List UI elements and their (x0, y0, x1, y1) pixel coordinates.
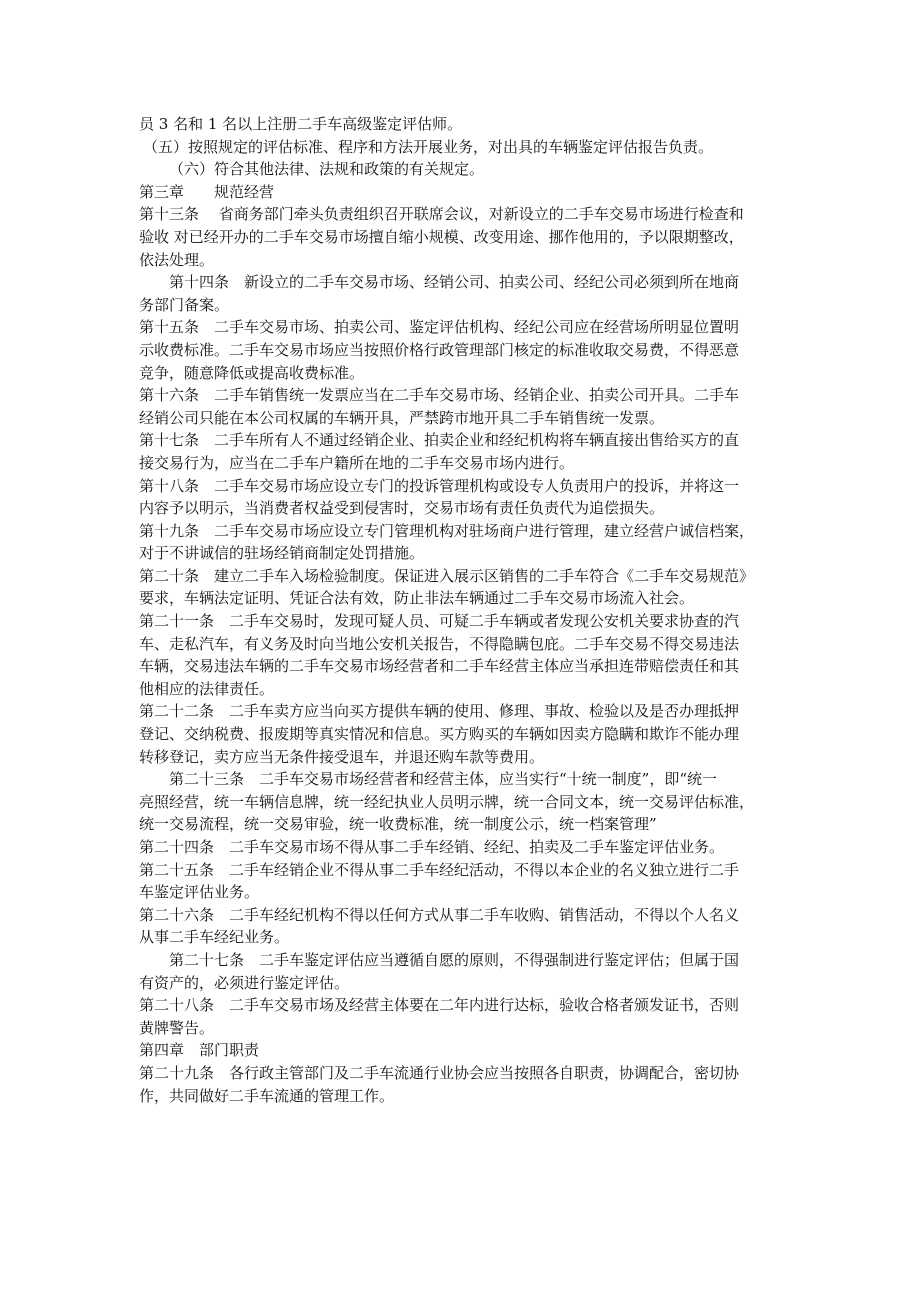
document-body-text (139, 113, 789, 1107)
text-line: 亮照经营，统一车辆信息牌，统一经纪执业人员明示牌，统一合同文本，统一交易评估标准， (139, 792, 755, 811)
text-line: 第三章 规范经营 (139, 182, 275, 201)
text-line: 统一交易流程，统一交易审验，统一收费标准，统一制度公示，统一档案管理” (139, 815, 657, 834)
text-line: 第十三条 省商务部门牵头负责组织召开联席会议，对新设立的二手车交易市场进行检查和 (139, 205, 744, 224)
text-line: 第十五条 二手车交易市场、拍卖公司、鉴定评估机构、经纪公司应在经营场所明显位置明 (139, 318, 740, 337)
text-line: （五）按照规定的评估标准、程序和方法开展业务，对出具的车辆鉴定评估报告负责。 (143, 137, 714, 156)
text-line: 第十七条 二手车所有人不通过经销企业、拍卖企业和经纪机构将车辆直接出售给买方的直 (139, 431, 740, 450)
text-line: 内容予以明示，当消费者权益受到侵害时，交易市场有责任负责代为追偿损失。 (139, 499, 665, 518)
text-line: 第十八条 二手车交易市场应设立专门的投诉管理机构或设专人负责用户的投诉，并将这一 (139, 476, 740, 495)
text-line: 竞争，随意降低或提高收费标准。 (139, 363, 365, 382)
text-line: 第二十三条 二手车交易市场经营者和经营主体，应当实行“十统一制度”，即“统一 (169, 770, 718, 789)
text-line: 车、走私汽车，有义务及时向当地公安机关报告，不得隐瞒包庇。二手车交易不得交易违法 (139, 634, 740, 653)
text-line: （六）符合其他法律、法规和政策的有关规定。 (169, 160, 485, 179)
text-line: 作，共同做好二手车流通的管理工作。 (139, 1086, 395, 1105)
text-line: 车辆，交易违法车辆的二手车交易市场经营者和二手车经营主体应当承担连带赔偿责任和其 (139, 657, 740, 676)
text-line: 车鉴定评估业务。 (139, 883, 260, 902)
text-line: 员 3 名和 1 名以上注册二手车高级鉴定评估师。 (139, 115, 463, 133)
text-line: 他相应的法律责任。 (139, 679, 275, 698)
text-line: 第二十八条 二手车交易市场及经营主体要在二年内进行达标，验收合格者颁发证书，否则 (139, 996, 740, 1015)
text-line: 经销公司只能在本公司权属的车辆开具，严禁跨市地开具二手车销售统一发票。 (139, 408, 665, 427)
text-line: 验收 对已经开办的二手车交易市场擅自缩小规模、改变用途、挪作他用的，予以限期整改， (139, 227, 744, 246)
text-line: 要求，车辆法定证明、凭证合法有效，防止非法车辆通过二手车交易市场流入社会。 (139, 589, 695, 608)
text-line: 有资产的，必须进行鉴定评估。 (139, 973, 350, 992)
text-line: 示收费标准。二手车交易市场应当按照价格行政管理部门核定的标准收取交易费，不得恶意 (139, 340, 740, 359)
text-line: 第二十九条 各行政主管部门及二手车流通行业协会应当按照各自职责，协调配合，密切协 (139, 1063, 740, 1082)
text-line: 第十六条 二手车销售统一发票应当在二手车交易市场、经销企业、拍卖公司开具。二手车 (139, 386, 740, 405)
text-line: 第二十二条 二手车卖方应当向买方提供车辆的使用、修理、事故、检验以及是否办理抵押 (139, 702, 740, 721)
text-line: 第二十一条 二手车交易时，发现可疑人员、可疑二手车辆或者发现公安机关要求协查的汽 (139, 612, 740, 631)
text-line: 第十四条 新设立的二手车交易市场、经销公司、拍卖公司、经纪公司必须到所在地商 (169, 273, 740, 292)
text-line: 黄牌警告。 (139, 1018, 215, 1037)
text-line: 第二十七条 二手车鉴定评估应当遵循自愿的原则，不得强制进行鉴定评估；但属于国 (169, 950, 740, 969)
text-line: 接交易行为，应当在二手车户籍所在地的二手车交易市场内进行。 (139, 453, 575, 472)
text-line: 转移登记，卖方应当无条件接受退车，并退还购车款等费用。 (139, 747, 545, 766)
text-line: 第二十条 建立二手车入场检验制度。保证进入展示区销售的二手车符合《二手车交易规范》 (139, 566, 755, 585)
text-line: 第二十四条 二手车交易市场不得从事二手车经销、经纪、拍卖及二手车鉴定评估业务。 (139, 838, 725, 856)
text-line: 务部门备案。 (139, 295, 230, 314)
text-line: 从事二手车经纪业务。 (139, 928, 290, 947)
text-line: 第十九条 二手车交易市场应设立专门管理机构对驻场商户进行管理，建立经营户诚信档案， (139, 521, 755, 540)
text-line: 登记、交纳税费、报废期等真实情况和信息。买方购买的车辆如因卖方隐瞒和欺诈不能办理 (139, 725, 740, 744)
text-line: 依法处理。 (139, 250, 215, 269)
text-line: 第四章 部门职责 (139, 1041, 260, 1060)
text-line: 第二十五条 二手车经销企业不得从事二手车经纪活动，不得以本企业的名义独立进行二手 (139, 860, 740, 879)
text-line: 对于不讲诚信的驻场经销商制定处罚措施。 (139, 544, 425, 563)
text-line: 第二十六条 二手车经纪机构不得以任何方式从事二手车收购、销售活动，不得以个人名义 (139, 905, 740, 924)
